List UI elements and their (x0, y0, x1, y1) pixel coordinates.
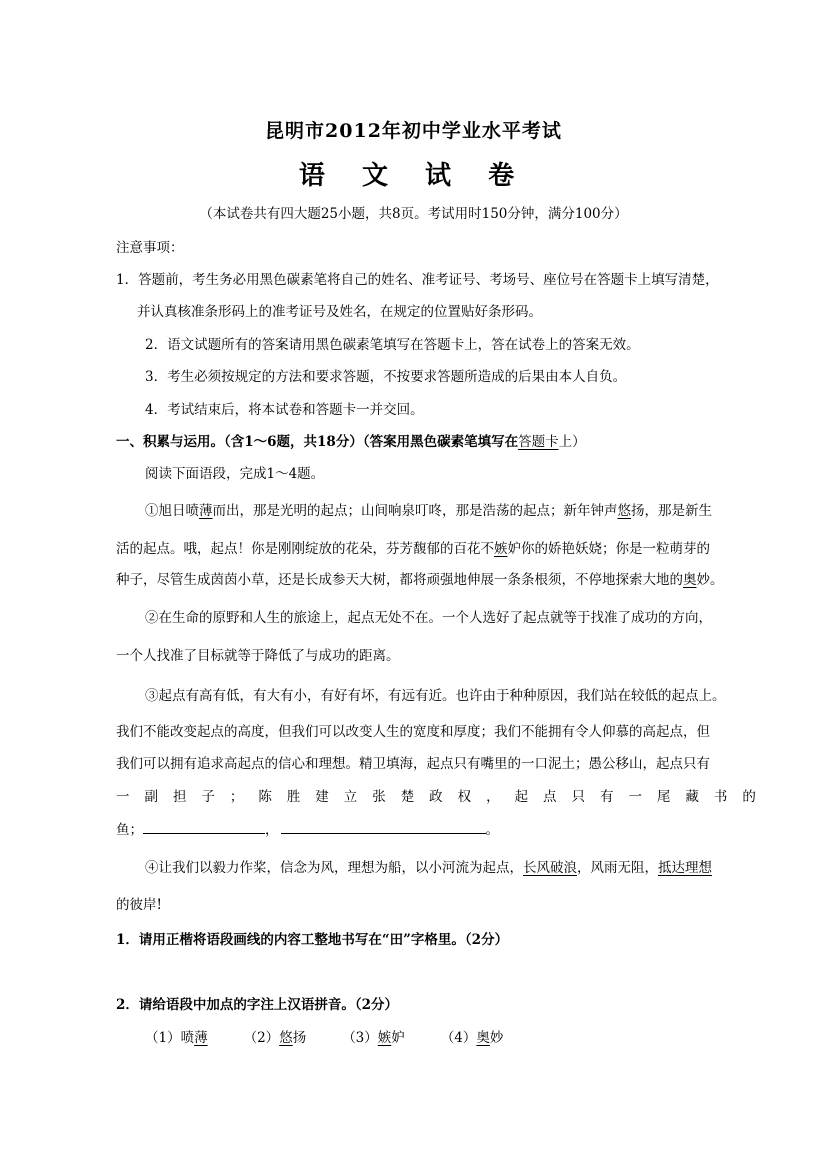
option-4-char: 奥 (476, 1030, 490, 1046)
option-4-rest: 妙 (489, 1030, 504, 1046)
fill-blank-1[interactable] (143, 821, 265, 834)
passage-text: 鱼； (116, 822, 143, 838)
paper-title: 语 文 试 卷 (298, 161, 529, 191)
option-2-char: 悠 (279, 1030, 293, 1046)
char: ， (486, 789, 500, 805)
option-3-char: 嫉 (377, 1030, 392, 1046)
char: 建 (315, 789, 329, 805)
char: 子 (201, 789, 215, 805)
notice-item-1: 1．答题前，考生务必用黑色碳素笔将自己的姓名、准考证号、考场号、座位号在答题卡上填写清楚， (116, 272, 719, 288)
reading-intro: 阅读下面语段，完成1～4题。 (145, 466, 325, 482)
passage-p3-line2: 我们不能改变起点的高度，但我们可以改变人生的宽度和厚度；我们不能拥有令人仰慕的高起点，但 (116, 724, 710, 740)
char: 担 (172, 789, 187, 805)
question-1: 1．请用正楷将语段画线的内容工整地书写在“田”字格里。（2分） (116, 932, 509, 948)
char: 书 (713, 789, 728, 805)
passage-p3-line3: 我们可以拥有追求高起点的信心和理想。精卫填海，起点只有嘴里的一口泥土；愚公移山，起点只有 (116, 756, 710, 772)
char: 藏 (685, 789, 699, 805)
underlined-phrase: 长风破浪 (523, 860, 577, 876)
notice-item-3: 3．考生必须按规定的方法和要求答题，不按要求答题所造成的后果由本人自负。 (145, 369, 627, 385)
passage-p2-line2: 一个人找准了目标就等于降低了与成功的距离。 (116, 648, 400, 664)
passage-p2-line1: ②在生命的原野和人生的旅途上，起点无处不在。一个人选好了起点就等于找准了成功的方向， (145, 610, 712, 626)
char: ； (229, 789, 244, 805)
char: 一 (628, 789, 642, 805)
option-2-rest: 扬 (292, 1030, 307, 1046)
char: 的 (742, 789, 756, 805)
passage-p1-line3 (116, 568, 724, 588)
char: 副 (144, 789, 158, 805)
underlined-phrase: 抵达理想 (658, 860, 712, 876)
exam-info: （本试卷共有四大题25小题，共8页。考试用时150分钟，满分100分） (199, 206, 628, 222)
char: 楚 (400, 789, 415, 805)
passage-text: 。 (485, 822, 499, 838)
passage-text: ④让我们以毅力作桨，信念为风，理想为船，以小河流为起点， (145, 860, 523, 876)
passage-text: 种子，尽管生成茵茵小草，还是长成参天大树，都将顽强地伸展一条条根须，不停地探索大地的 (116, 572, 683, 588)
notice-item-1-cont: 并认真核准条形码上的准考证号及姓名，在规定的位置贴好条形码。 (137, 304, 542, 320)
question-2: 2．请给语段中加点的字注上汉语拼音。（2分） (116, 997, 399, 1013)
char: 权 (457, 789, 472, 805)
dotted-char: 奥 (683, 572, 697, 588)
passage-p4-line1 (145, 856, 712, 876)
passage-text: ，风雨无阻， (577, 860, 658, 876)
dotted-char: 悠 (617, 503, 631, 519)
option-1-char: 薄 (194, 1030, 208, 1046)
char: 有 (599, 789, 614, 805)
char: 陈 (258, 789, 272, 805)
char: 尾 (656, 789, 671, 805)
notice-item-2: 2．语文试题所有的答案请用黑色碳素笔填写在答题卡上，答在试卷上的答案无效。 (145, 337, 640, 353)
passage-text: 扬，那是新生 (631, 503, 712, 519)
char: 只 (571, 789, 585, 805)
passage-text: 妒你的娇艳妖娆；你是一粒萌芽的 (507, 541, 710, 557)
char: 点 (543, 789, 557, 805)
section-1-heading (116, 430, 586, 450)
question-2-options (145, 1026, 503, 1046)
option-4-label: （4） (440, 1030, 477, 1046)
passage-text: 活的起点。哦，起点！你是刚刚绽放的花朵，芬芳馥郁的百花不 (116, 541, 494, 557)
notice-heading: 注意事项： (116, 240, 184, 256)
char: 张 (372, 789, 386, 805)
char: 政 (429, 789, 443, 805)
passage-p3-line4 (116, 785, 756, 805)
option-3-rest: 妒 (391, 1030, 405, 1046)
section-1-title: 一、积累与运用。（含1～6题，共18分）（答案用黑色碳素笔填写在 (116, 434, 519, 450)
passage-p3-line1: ③起点有高有低，有大有小，有好有坏，有远有近。也许由于种种原因，我们站在较低的起点上。 (145, 688, 726, 704)
section-1-heading-end: 上） (558, 434, 586, 450)
passage-text: ， (265, 822, 279, 838)
char: 胜 (286, 789, 301, 805)
option-1-label: （1）喷 (145, 1030, 195, 1046)
dotted-char: 嫉 (494, 541, 508, 557)
passage-text: 妙。 (696, 572, 724, 588)
char: 一 (116, 789, 130, 805)
exam-title: 昆明市2012年初中学业水平考试 (265, 120, 562, 142)
passage-p4-line2: 的彼岸! (116, 897, 162, 913)
dotted-char: 薄 (199, 503, 213, 519)
passage-p1-line1 (145, 499, 712, 519)
notice-item-4: 4．考试结束后，将本试卷和答题卡一并交回。 (145, 402, 424, 418)
passage-p3-line5 (116, 818, 499, 838)
char: 起 (514, 789, 529, 805)
option-2-label: （2） (243, 1030, 280, 1046)
answer-sheet-link: 答题卡 (518, 434, 559, 450)
passage-text: ①旭日喷 (145, 503, 199, 519)
option-3-label: （3） (342, 1030, 378, 1046)
passage-text: 而出，那是光明的起点；山间响泉叮咚，那是浩荡的起点；新年钟声 (212, 503, 618, 519)
fill-blank-2[interactable] (281, 821, 486, 834)
passage-p1-line2 (116, 537, 710, 557)
char: 立 (343, 789, 358, 805)
